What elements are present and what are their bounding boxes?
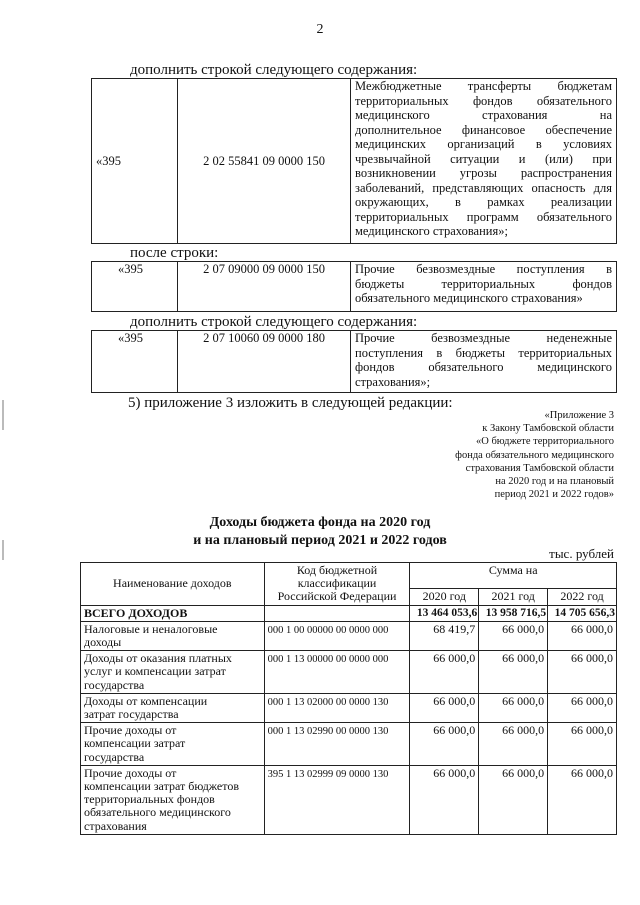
header-year: 2020 год: [410, 588, 479, 605]
amount-2022: 66 000,0: [548, 723, 617, 766]
text-line: окружающих, в рамках реализации: [355, 195, 612, 209]
income-name: [81, 693, 265, 722]
scan-margin-mark: [2, 400, 4, 430]
text-line: компенсации затрат: [84, 736, 186, 751]
income-description: [351, 262, 617, 312]
text-line: территориальных программ обязательного: [355, 209, 612, 224]
text-line: страхования Тамбовской области: [465, 462, 614, 474]
text-line: и на плановый период 2021 и 2022 годов: [193, 533, 447, 548]
budget-classification-code: 2 07 09000 09 0000 150: [178, 262, 351, 312]
income-table: [80, 562, 617, 835]
section3-lead: дополнить строкой следующего содержания:: [130, 314, 418, 330]
income-code: 000 1 13 00000 00 0000 000: [264, 651, 410, 694]
text-line: обязательного медицинского страхования»: [355, 291, 583, 305]
text-line: территориальных фондов: [84, 792, 215, 807]
amendment-table-2: [91, 261, 617, 312]
text-line: доходы: [84, 635, 122, 650]
text-line: медицинского страхования»;: [355, 224, 508, 238]
amount-2020: 66 000,0: [410, 765, 479, 834]
amount-2022: 14 705 656,3: [548, 605, 617, 621]
text-line: государства: [84, 749, 145, 764]
text-line: период 2021 и 2022 годов»: [494, 489, 614, 501]
text-line: Налоговые и неналоговые: [84, 621, 218, 636]
text-line: Доходы бюджета фонда на 2020 год: [209, 515, 431, 530]
text-line: медицинских организаций в условиях: [355, 137, 612, 151]
amendment-table-1: [91, 78, 617, 244]
table-row: [81, 765, 617, 834]
income-name: [81, 621, 265, 650]
text-line: Код бюджетной: [296, 563, 378, 577]
text-line: Прочие безвозмездные неденежные: [355, 331, 612, 345]
text-line: классификации: [297, 576, 377, 591]
income-description: [351, 331, 617, 393]
income-name: [81, 605, 265, 621]
income-description: [351, 79, 617, 244]
page-number: 2: [316, 22, 324, 37]
section2-lead: после строки:: [130, 245, 219, 261]
income-code: 000 1 13 02990 00 0000 130: [264, 723, 410, 766]
header-year: 2022 год: [548, 588, 617, 605]
amount-2021: 66 000,0: [479, 621, 548, 650]
header-code: [264, 563, 410, 606]
text-line: на 2020 год и на плановый: [495, 476, 614, 488]
amount-2020: 66 000,0: [410, 693, 479, 722]
text-line: Прочие доходы от: [84, 765, 177, 780]
amount-2020: 66 000,0: [410, 651, 479, 694]
amount-2022: 66 000,0: [548, 651, 617, 694]
text-line: страхования: [84, 818, 147, 833]
text-line: затрат государства: [84, 707, 179, 722]
income-code: [264, 605, 410, 621]
text-line: «Приложение 3: [544, 410, 614, 421]
budget-admin-code: «395: [92, 331, 178, 393]
amount-2020: 68 419,7: [410, 621, 479, 650]
amount-2022: 66 000,0: [548, 693, 617, 722]
income-code: 000 1 13 02000 00 0000 130: [264, 693, 410, 722]
amount-2020: 66 000,0: [410, 723, 479, 766]
units-label: тыс. рублей: [549, 546, 614, 561]
amount-2021: 66 000,0: [479, 723, 548, 766]
text-line: государства: [84, 677, 145, 692]
text-line: поступления в бюджеты территориальных: [355, 345, 612, 360]
text-line: ВСЕГО ДОХОДОВ: [84, 605, 188, 620]
text-line: Прочие доходы от: [84, 723, 177, 738]
budget-admin-code: «395: [92, 79, 178, 244]
table-row: [81, 651, 617, 694]
text-line: Прочие безвозмездные поступления в: [355, 262, 612, 276]
amount-2020: 13 464 053,6: [410, 605, 479, 621]
table-row: [81, 621, 617, 650]
text-line: компенсации затрат бюджетов: [84, 779, 240, 794]
text-line: к Закону Тамбовской области: [482, 423, 614, 435]
amount-2021: 66 000,0: [479, 693, 548, 722]
item-5-text: 5) приложение 3 изложить в следующей редакции:: [128, 395, 453, 411]
page-title: [0, 514, 640, 550]
text-line: Доходы от компенсации: [84, 693, 208, 708]
text-line: территориальных фондов обязательного: [355, 93, 612, 108]
amount-2021: 66 000,0: [479, 651, 548, 694]
income-name: [81, 723, 265, 766]
table-row: [81, 693, 617, 722]
text-line: обязательного медицинского: [84, 805, 231, 820]
text-line: услуг и компенсации затрат: [84, 664, 226, 679]
amount-2022: 66 000,0: [548, 621, 617, 650]
text-line: чрезвычайной ситуации и (или) при: [355, 151, 612, 166]
text-line: фонда обязательного медицинского: [455, 449, 614, 461]
table-row: [81, 723, 617, 766]
table-row: [81, 605, 617, 621]
amount-2022: 66 000,0: [548, 765, 617, 834]
budget-classification-code: 2 07 10060 09 0000 180: [178, 331, 351, 393]
amount-2021: 66 000,0: [479, 765, 548, 834]
header-year: 2021 год: [479, 588, 548, 605]
text-line: дополнительное финансовое обеспечение: [355, 122, 612, 137]
text-line: Российской Федерации: [277, 589, 397, 604]
income-code: 000 1 00 00000 00 0000 000: [264, 621, 410, 650]
income-code: 395 1 13 02999 09 0000 130: [264, 765, 410, 834]
amendment-table-3: [91, 330, 617, 393]
header-sum: Сумма на: [410, 563, 617, 589]
text-line: возникновении угрозы распространения: [355, 166, 612, 180]
appendix-note: [384, 409, 614, 501]
text-line: страхования»;: [355, 374, 431, 389]
text-line: заболеваний, представляющих опасность для: [355, 180, 612, 195]
budget-classification-code: 2 02 55841 09 0000 150: [178, 79, 351, 244]
budget-admin-code: «395: [92, 262, 178, 312]
text-line: медицинского страхования на: [355, 108, 612, 122]
text-line: «О бюджете территориального: [476, 436, 614, 448]
text-line: бюджеты территориальных фондов: [355, 276, 612, 291]
amount-2021: 13 958 716,5: [479, 605, 548, 621]
text-line: Доходы от оказания платных: [84, 651, 232, 666]
income-name: [81, 765, 265, 834]
income-name: [81, 651, 265, 694]
text-line: Межбюджетные трансферты бюджетам: [355, 79, 612, 93]
text-line: фондов обязательного медицинского: [355, 360, 612, 374]
header-name: Наименование доходов: [81, 563, 265, 606]
section1-lead: дополнить строкой следующего содержания:: [130, 62, 418, 78]
